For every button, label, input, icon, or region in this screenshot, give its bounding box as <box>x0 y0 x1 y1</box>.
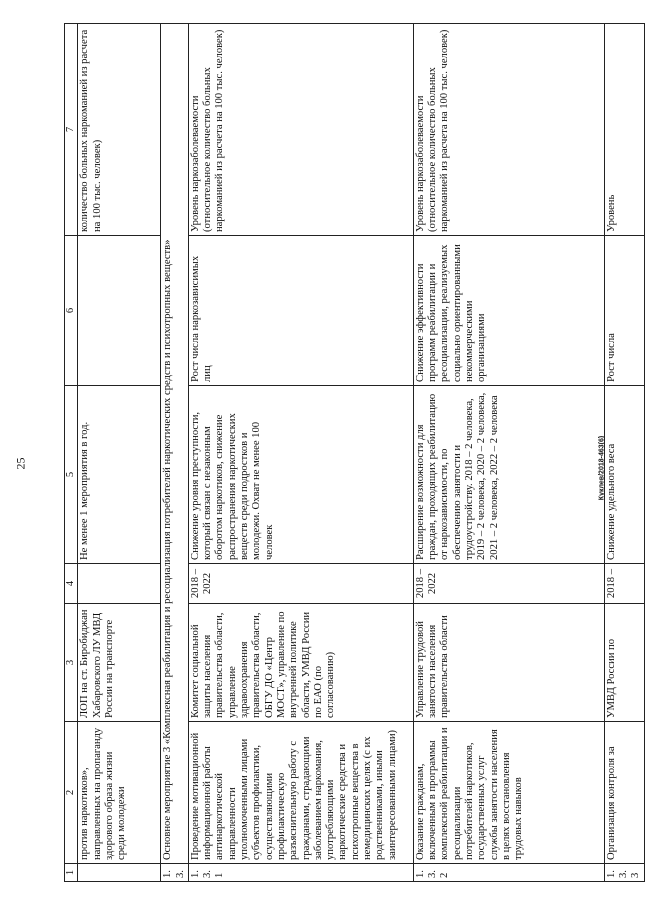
header-cell: 3 <box>65 604 78 722</box>
table-row <box>604 24 644 882</box>
section-number: 1.3. <box>161 864 189 882</box>
expected-result: Снижение уровня преступности, который связан с незаконным оборотом наркотиков, снижение распространения наркотических веществ среди подростков и молодежи. Охват не менее 100 человек <box>188 386 413 564</box>
executor: Комитет социальной защиты населения правительства области, управление здравоохранения правительства области, ОБГУ ДО «Центр МОСТ», управление по внутренней политике области, УМВД России по ЕАО (по согласованию) <box>188 604 413 722</box>
executor: УМВД России по <box>604 604 644 722</box>
measures-table <box>64 23 645 882</box>
header-cell: 4 <box>65 564 78 604</box>
measure-name: Организация контроля за <box>604 722 644 864</box>
years <box>78 564 161 604</box>
consequences: Рост числа наркозависимых лиц <box>188 236 413 386</box>
expected-result: Снижение удельного веса <box>604 386 644 564</box>
expected-result: Не менее 1 мероприятия в год. <box>78 386 161 564</box>
row-number: 1.3.2 <box>413 864 604 882</box>
years: 2018 – <box>604 564 644 604</box>
document-code: Куклев/2018-463(6) <box>598 435 606 501</box>
table-row <box>413 24 604 882</box>
measure-name: против наркотиков», направленных на пропаганду здорового образа жизни среди молодежи <box>78 722 161 864</box>
indicator: Уровень наркозаболеваемости (относительное количество больных наркоманией из расчета на 100 тыс. человек) <box>188 24 413 236</box>
indicator: количество больных наркоманией из расчета на 100 тыс. человек) <box>78 24 161 236</box>
years: 2018 – 2022 <box>413 564 604 604</box>
table-row <box>78 24 161 882</box>
section-title: Основное мероприятие 3 «Комплексная реабилитация и ресоциализация потребителей наркотических средств и психотропных веществ» <box>161 24 189 864</box>
header-cell: 7 <box>65 24 78 236</box>
row-number: 1.3.1 <box>188 864 413 882</box>
header-cell: 6 <box>65 236 78 386</box>
measure-name: Проведение мотивационной информационной работы антинаркотической направленности уполномоченными лицами субъектов профилактики, осуществляющими профилактическую разъяснительную работу с гражданами, страдающими заболеванием наркомания, употребляющими наркотические средства и психотропные вещества в немедицинских целях (с их родственниками, иными заинтересованными лицами) <box>188 722 413 864</box>
indicator: Уровень наркозаболеваемости (относительное количество больных наркоманией из расчета на 100 тыс. человек) <box>413 24 604 236</box>
indicator: Уровень <box>604 24 644 236</box>
header-cell: 2 <box>65 722 78 864</box>
executor: Управление трудовой занятости населения правительства области <box>413 604 604 722</box>
executor: ЛОП на ст. Биробиджан Хабаровского ЛУ МВД России на транспорте <box>78 604 161 722</box>
consequences: Снижение эффективности программ реабилитации и ресоциализации, реализуемых социально ориентированными некоммерческими организациями <box>413 236 604 386</box>
header-cell: 1 <box>65 864 78 882</box>
consequences <box>78 236 161 386</box>
measure-name: Оказание гражданам, включенным в программы комплексной реабилитации и ресоциализации потребителей наркотиков, государственных услуг службы занятости населения в целях восстановления трудовых навыков <box>413 722 604 864</box>
header-row <box>65 24 78 882</box>
table-row <box>188 24 413 882</box>
section-row <box>161 24 189 882</box>
row-number <box>78 864 161 882</box>
consequences: Рост числа <box>604 236 644 386</box>
expected-result: Расширение возможности для граждан, проходящих реабилитацию от наркозависимости, по обеспечению занятости и трудоустройству. 2018 – 2 человека, 2019 – 2 человека, 2020 – 2 человека, 2021 – 2 человека, 2022 – 2 человека <box>413 386 604 564</box>
years: 2018 – 2022 <box>188 564 413 604</box>
row-number: 1.3.3 <box>604 864 644 882</box>
header-cell: 5 <box>65 386 78 564</box>
page-number: 25 <box>13 457 28 470</box>
